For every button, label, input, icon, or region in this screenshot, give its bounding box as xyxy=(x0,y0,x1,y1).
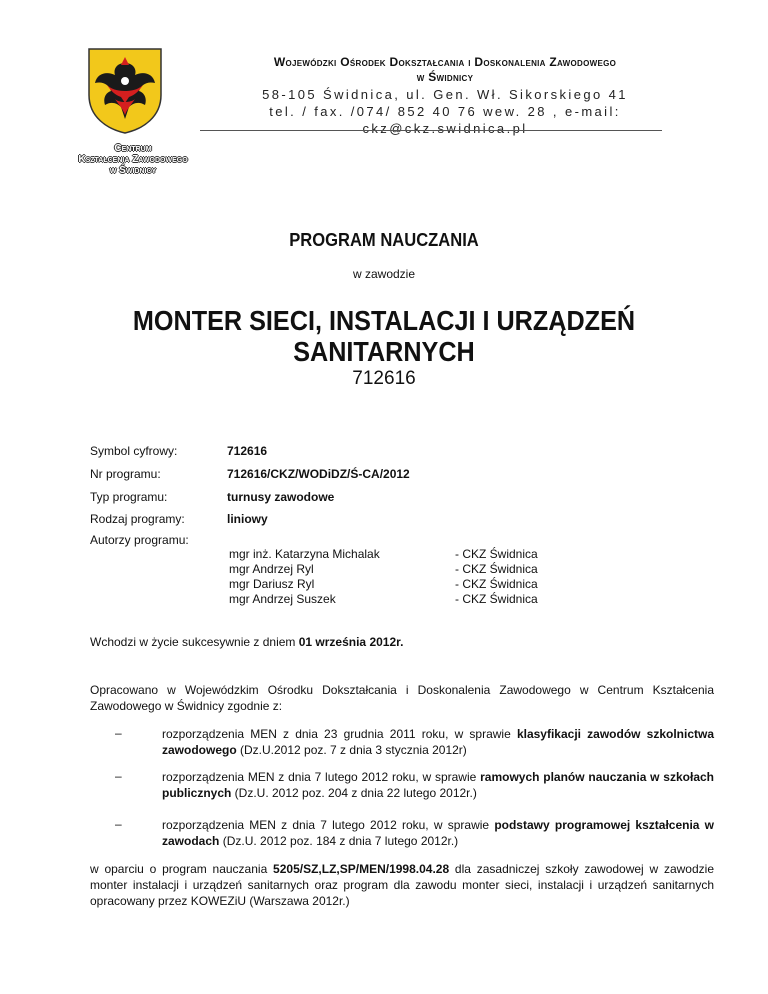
item-text: (Dz.U.2012 poz. 7 z dnia 3 stycznia 2012r) xyxy=(236,743,467,757)
item-bold: podstawy programowej kształcenia w zawodach xyxy=(162,818,715,848)
program-number-label: Nr programu: xyxy=(90,467,161,481)
contact-line: tel. / fax. /074/ 852 40 76 wew. 28 , e-mail: ckz@ckz.swidnica.pl xyxy=(269,104,621,136)
document-title: PROGRAM NAUCZANIA xyxy=(289,230,479,250)
author-org: - CKZ Świdnica xyxy=(455,592,538,606)
regulation-item-3 xyxy=(162,817,714,849)
basis-text: dla zasadniczej szkoły zawodowej w zawodzie monter instalacji i urządzeń sanitarnych oraz program dla zawodu monter sieci, instalacji i urządzeń sanitarnych opracowany przez KOWEZiU (Warszawa 2012r.) xyxy=(90,862,714,908)
program-kind-value: liniowy xyxy=(227,512,268,526)
item-text: (Dz.U. 2012 poz. 204 z dnia 22 lutego 2012r.) xyxy=(231,786,477,800)
effective-date-line xyxy=(90,634,714,650)
list-dash: – xyxy=(115,726,122,740)
ckz-line2: Kształcenia Zawodowego xyxy=(78,154,188,165)
item-text: rozporządzenia MEN z dnia 23 grudnia 2011 roku, w sprawie xyxy=(162,727,517,741)
institution-name-line1: Wojewódzki Ośrodek Dokształcania i Doskonalenia Zawodowego xyxy=(273,55,617,69)
institution-name-line2: w Świdnicy xyxy=(416,70,474,84)
author-name: mgr Andrzej Ryl xyxy=(229,562,314,576)
author-name: mgr Dariusz Ryl xyxy=(229,577,315,591)
item-bold: klasyfikacji zawodów szkolnictwa zawodowego xyxy=(162,727,715,757)
item-text: (Dz.U. 2012 poz. 184 z dnia 7 lutego 2012r.) xyxy=(219,834,459,848)
effective-text: Wchodzi w życie sukcesywnie z dniem xyxy=(90,635,299,649)
program-number-value: 712616/CKZ/WODiDZ/Ś-CA/2012 xyxy=(227,467,410,481)
regulation-item-2 xyxy=(162,769,714,801)
intro-paragraph: Opracowano w Wojewódzkim Ośrodku Dokształcania i Doskonalenia Zawodowego w Centrum Kształcenia Zawodowego w Świdnicy zgodnie z: xyxy=(90,683,714,713)
profession-name xyxy=(38,305,729,367)
in-profession-label: w zawodzie xyxy=(352,267,416,281)
item-bold: ramowych planów nauczania w szkołach publicznych xyxy=(162,770,714,800)
item-text: rozporządzenia MEN z dnia 7 lutego 2012 roku, w sprawie xyxy=(162,818,495,832)
author-org: - CKZ Świdnica xyxy=(455,577,538,591)
regulation-item-1 xyxy=(162,726,714,758)
ckz-line1: Centrum xyxy=(114,143,152,154)
author-org: - CKZ Świdnica xyxy=(455,547,538,561)
author-org: - CKZ Świdnica xyxy=(455,562,538,576)
program-type-label: Typ programu: xyxy=(90,490,168,504)
ckz-logo-text xyxy=(60,143,206,176)
coat-of-arms-logo xyxy=(85,45,165,135)
authors-label: Autorzy programu: xyxy=(90,533,189,547)
item-text: rozporządzenia MEN z dnia 7 lutego 2012 roku, w sprawie xyxy=(162,770,481,784)
basis-text: w oparciu o program nauczania xyxy=(90,862,274,876)
basis-paragraph xyxy=(90,861,714,909)
program-kind-label: Rodzaj programy: xyxy=(90,512,185,526)
profession-name-line2: SANITARNYCH xyxy=(293,336,475,367)
address-line: 58-105 Świdnica, ul. Gen. Wł. Sikorskiego 41 xyxy=(262,87,628,102)
author-name: mgr inż. Katarzyna Michalak xyxy=(229,547,380,561)
list-dash: – xyxy=(115,817,122,831)
author-name: mgr Andrzej Suszek xyxy=(229,592,336,606)
header-divider xyxy=(200,130,662,131)
institution-name xyxy=(200,55,690,85)
program-type-value: turnusy zawodowe xyxy=(227,490,335,504)
basis-program-number: 5205/SZ,LZ,SP/MEN/1998.04.28 xyxy=(273,862,450,876)
profession-name-line1: MONTER SIECI, INSTALACJI I URZĄDZEŃ xyxy=(132,305,636,336)
effective-date: 01 września 2012r. xyxy=(298,635,404,649)
profession-code: 712616 xyxy=(352,368,416,389)
symbol-value: 712616 xyxy=(227,444,268,458)
list-dash: – xyxy=(115,769,122,783)
ckz-line3: w Świdnicy xyxy=(109,165,157,176)
symbol-label: Symbol cyfrowy: xyxy=(90,444,178,458)
